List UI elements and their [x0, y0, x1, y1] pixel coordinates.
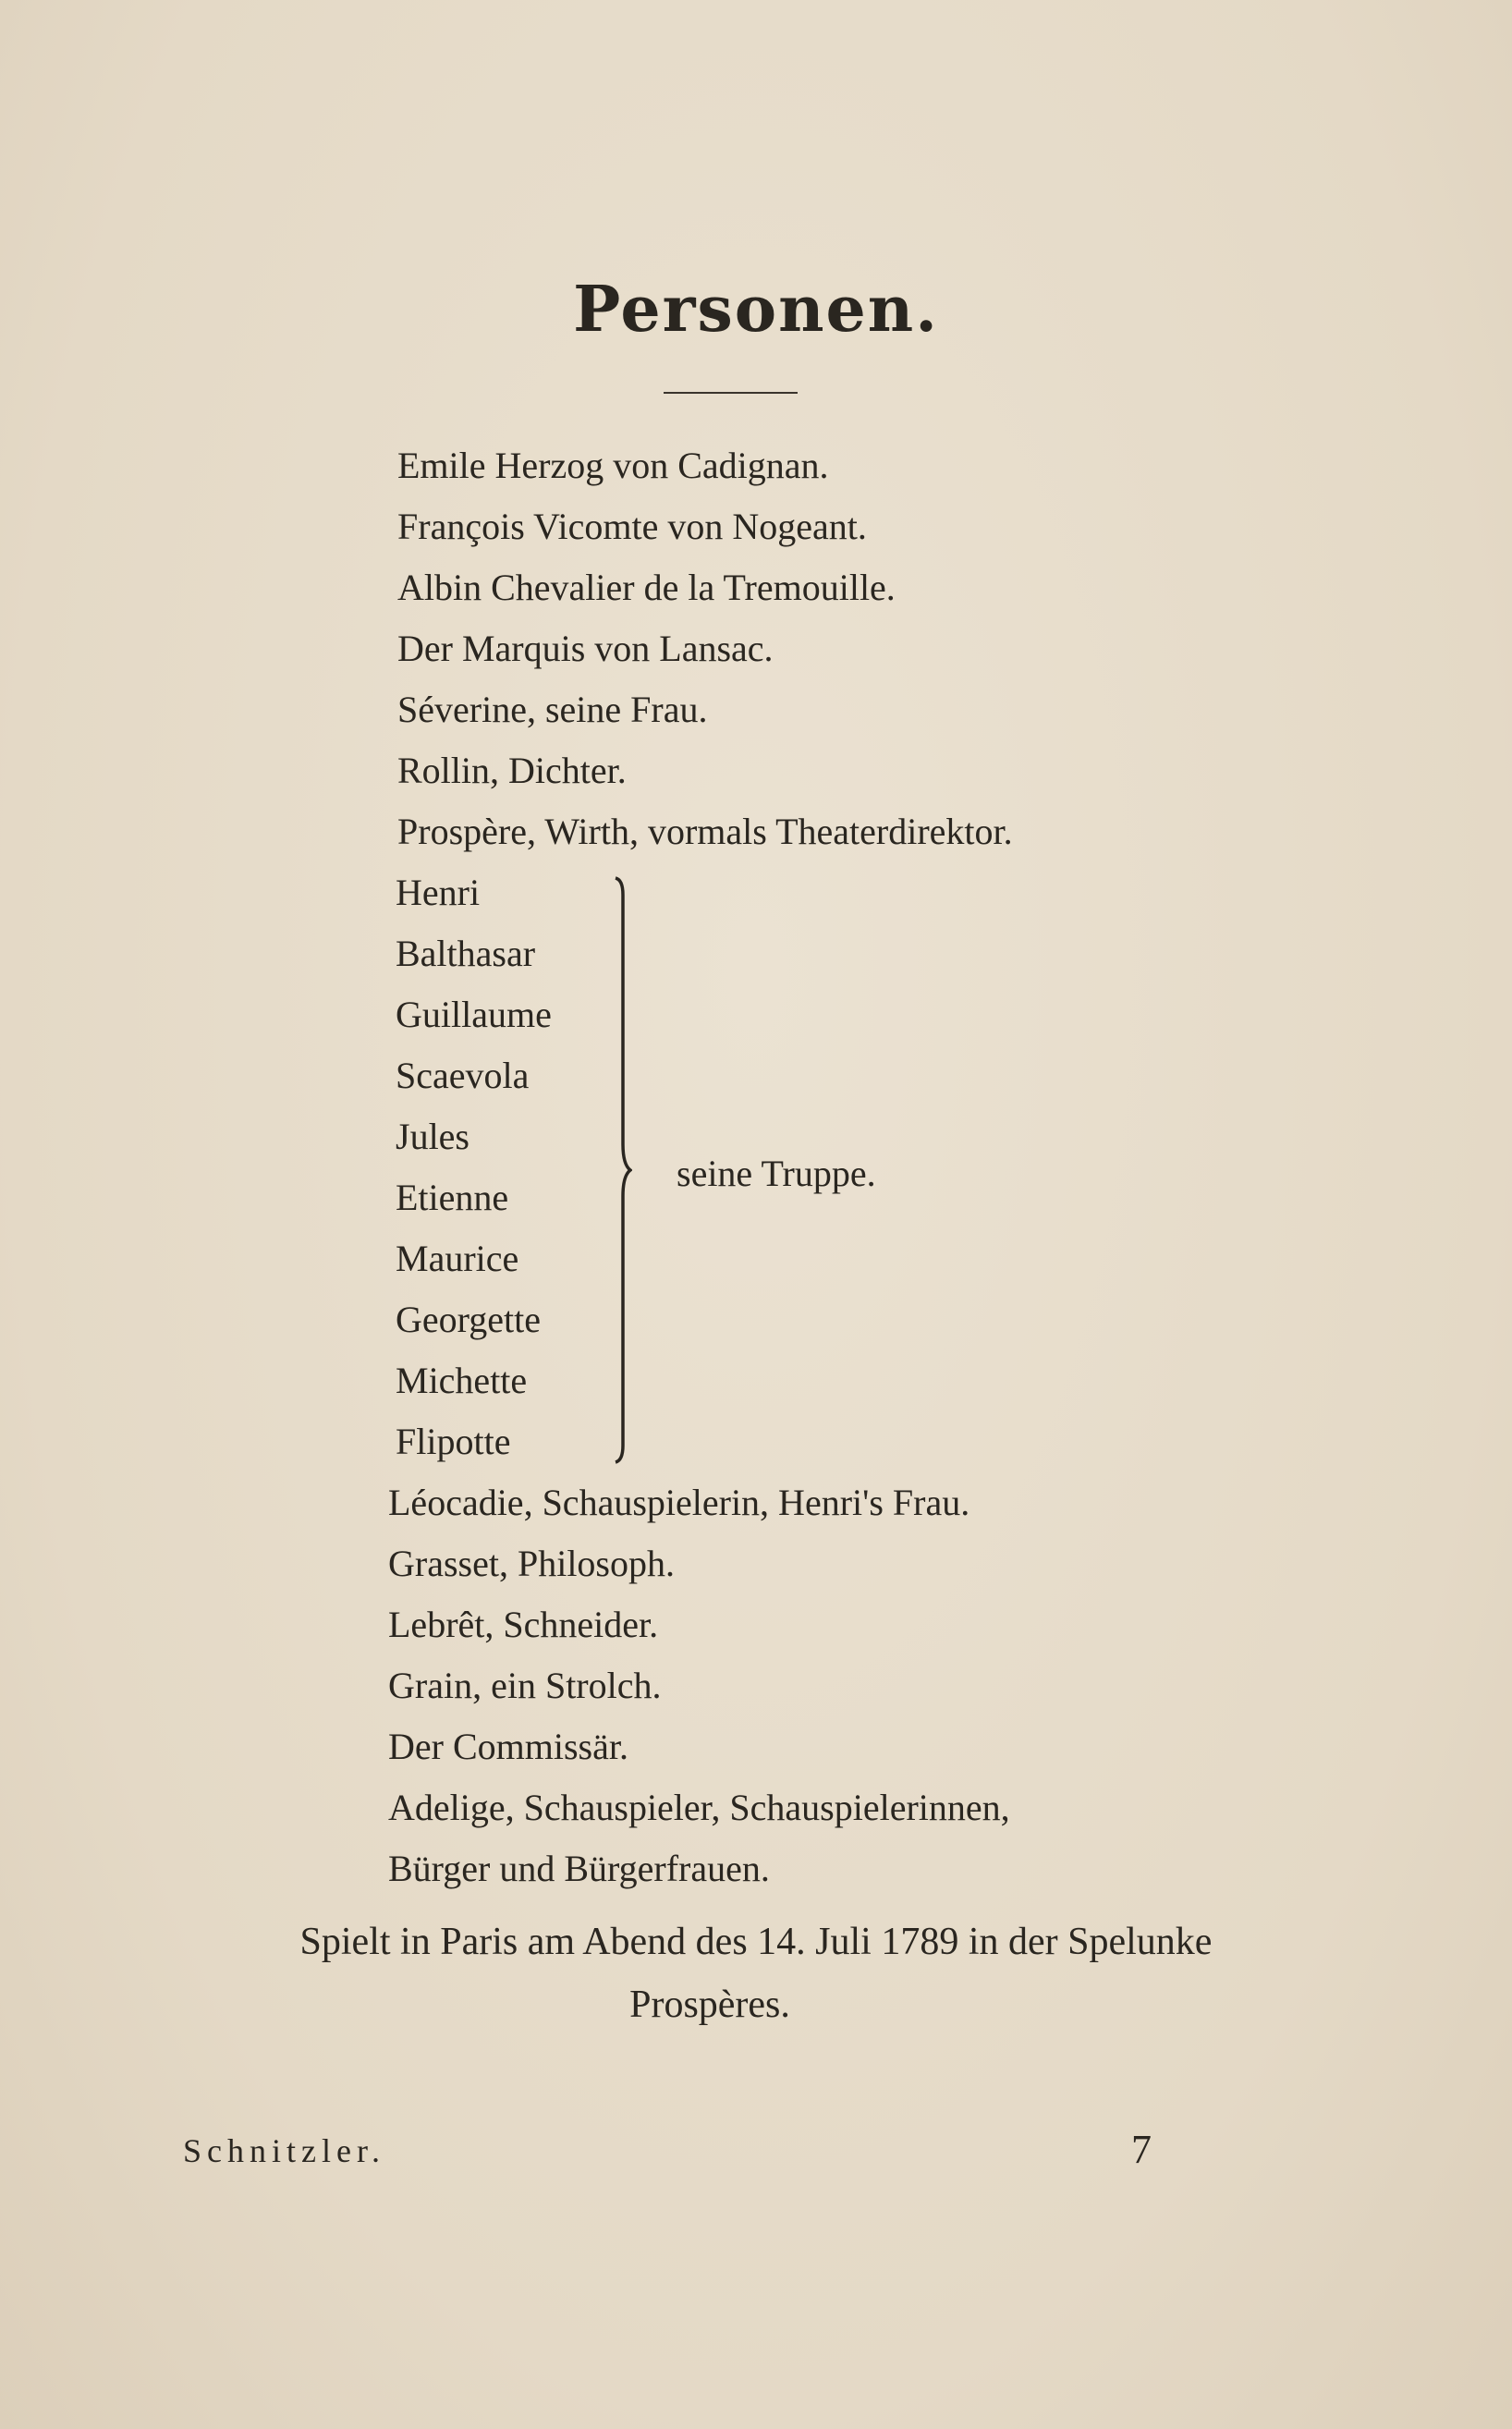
- cast-item: Séverine, seine Frau.: [397, 689, 708, 730]
- cast-item: Der Marquis von Lansac.: [397, 628, 774, 669]
- cast-item: Lebrêt, Schneider.: [388, 1604, 659, 1645]
- cast-item: François Vicomte von Nogeant.: [397, 506, 867, 547]
- troupe-label: seine Truppe.: [677, 1153, 876, 1194]
- setting-line: Spielt in Paris am Abend des 14. Juli 1789 in der Spelunke: [299, 1921, 1213, 1963]
- setting-line: Prospères.: [629, 1983, 790, 2026]
- cast-item: Bürger und Bürgerfrauen.: [388, 1848, 770, 1889]
- cast-item: Der Commissär.: [388, 1726, 628, 1767]
- troupe-member: Balthasar: [396, 933, 536, 974]
- cast-item: Emile Herzog von Cadignan.: [397, 445, 829, 486]
- troupe-member: Flipotte: [396, 1421, 511, 1462]
- troupe-member: Georgette: [396, 1299, 541, 1340]
- troupe-brace: [614, 876, 632, 1464]
- page-title: Personen.: [573, 273, 939, 347]
- troupe-member: Maurice: [396, 1238, 519, 1279]
- title-rule: [664, 392, 798, 394]
- troupe-member: Scaevola: [396, 1055, 530, 1096]
- cast-item: Prospère, Wirth, vormals Theaterdirektor.: [397, 811, 1013, 852]
- page-number: 7: [1131, 2127, 1152, 2172]
- signature: Schnitzler.: [183, 2132, 385, 2169]
- troupe-member: Etienne: [396, 1177, 509, 1218]
- cast-item: Léocadie, Schauspielerin, Henri's Frau.: [388, 1482, 970, 1523]
- cast-item: Adelige, Schauspieler, Schauspielerinnen,: [388, 1787, 1010, 1828]
- troupe-member: Michette: [396, 1360, 528, 1401]
- cast-item: Grasset, Philosoph.: [388, 1543, 675, 1584]
- troupe-member: Jules: [396, 1116, 469, 1157]
- cast-item: Rollin, Dichter.: [397, 750, 627, 791]
- cast-item: Albin Chevalier de la Tremouille.: [397, 567, 896, 608]
- troupe-member: Henri: [396, 872, 481, 913]
- troupe-member: Guillaume: [396, 994, 552, 1035]
- cast-item: Grain, ein Strolch.: [388, 1665, 662, 1706]
